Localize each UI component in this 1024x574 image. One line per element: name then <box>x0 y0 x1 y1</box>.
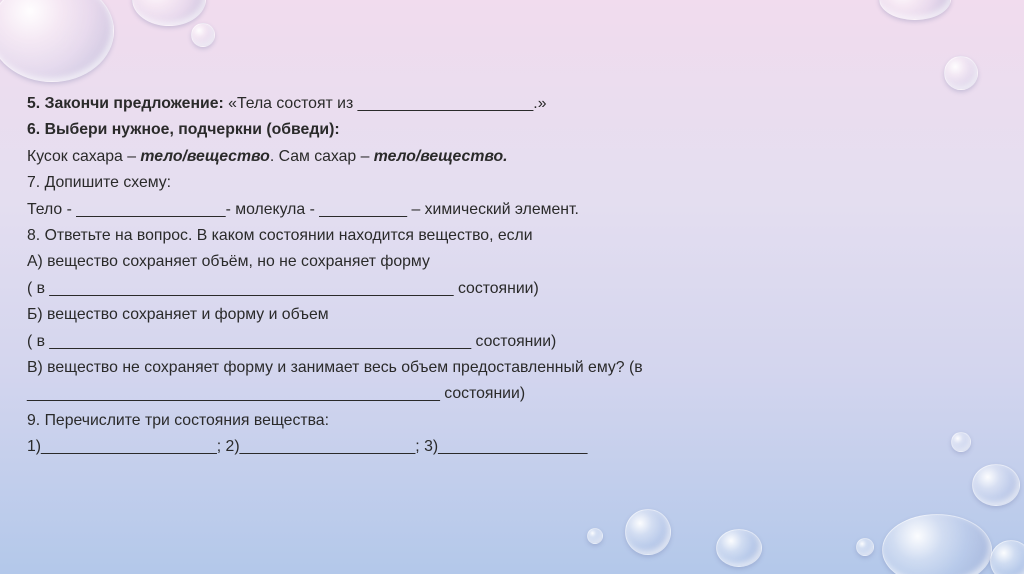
water-drop <box>0 0 114 82</box>
water-drop <box>587 528 603 544</box>
water-drop <box>944 56 978 90</box>
task-5-text: «Тела состоят из ____________________.» <box>223 95 547 112</box>
task-8-a: А) вещество сохраняет объём, но не сохраняет форму <box>27 253 430 271</box>
task-9-heading: 9. Перечислите три состояния вещества: <box>27 411 329 429</box>
task-7-scheme: Тело - _________________- молекула - __________ – химический элемент. <box>27 200 579 218</box>
task-8-a-answer: ( в ______________________________________________ состоянии) <box>27 279 539 297</box>
water-drop <box>879 0 951 20</box>
water-drop <box>716 529 762 567</box>
water-drop <box>951 432 971 452</box>
task-6-option-1: тело/вещество <box>140 147 270 165</box>
worksheet-text <box>27 91 767 461</box>
task-8-heading: 8. Ответьте на вопрос. В каком состоянии находится вещество, если <box>27 227 533 245</box>
water-drop <box>856 538 874 556</box>
task-7-heading: 7. Допишите схему: <box>27 174 172 192</box>
task-8-c-answer: _______________________________________________ состоянии) <box>27 385 526 403</box>
water-drop <box>191 23 215 47</box>
water-drop <box>882 514 992 574</box>
task-6-option-2: тело/вещество. <box>373 147 508 165</box>
task-6-text <box>27 144 767 170</box>
task-5-heading: 5. Закончи предложение: <box>27 95 224 112</box>
task-8-c: В) вещество не сохраняет форму и занимает весь объем предоставленный ему? (в <box>27 359 643 377</box>
task-6-heading: 6. Выбери нужное, подчеркни (обведи): <box>27 121 340 139</box>
task-6-part-c: . Сам сахар – <box>269 147 374 165</box>
task-6-part-a: Кусок сахара – <box>27 147 141 165</box>
task-8-b: Б) вещество сохраняет и форму и объем <box>27 306 329 324</box>
task-9-answers: 1)____________________; 2)____________________; 3)_________________ <box>27 438 588 456</box>
water-drop <box>132 0 206 26</box>
task-8-b-answer: ( в ________________________________________________ состоянии) <box>27 332 557 350</box>
water-drop <box>972 464 1020 506</box>
water-drop <box>625 509 671 555</box>
task-5-line <box>27 91 767 117</box>
water-drop <box>990 540 1024 574</box>
